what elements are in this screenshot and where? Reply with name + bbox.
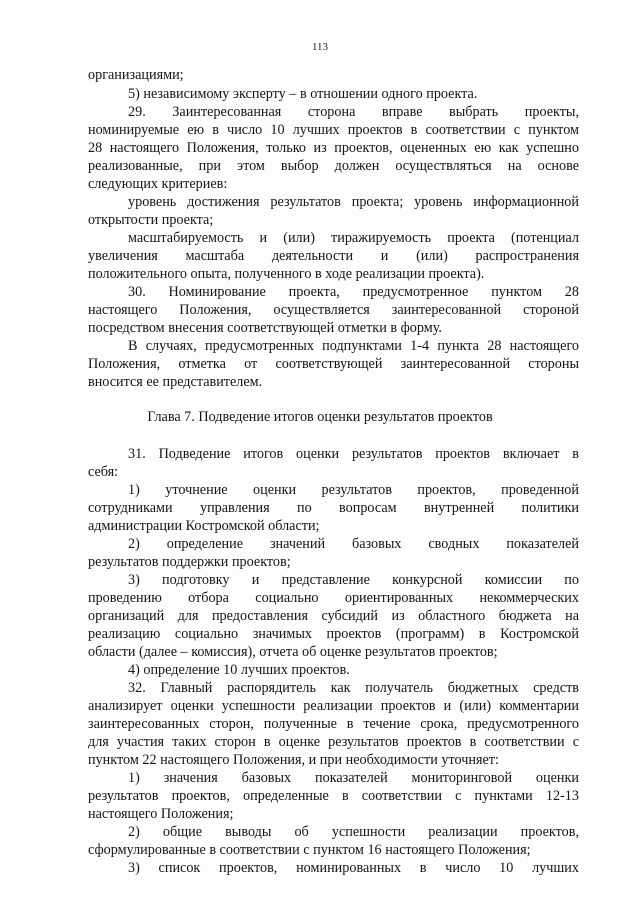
- text-line: следующих критериев:: [88, 176, 228, 192]
- text-line: реализованные, при этом выбор должен осуществляться на основе: [88, 158, 579, 174]
- text-line: увеличения масштаба деятельности и (или) распространения: [88, 248, 579, 264]
- text-line: области (далее – комиссия), отчета об оценке результатов проектов;: [88, 644, 498, 660]
- text-line: организаций для предоставления субсидий из областного бюджета на: [88, 608, 579, 624]
- text-line: заинтересованных сторон, полученные в течение срока, предусмотренного: [88, 716, 579, 732]
- text-line: 2) общие выводы об успешности реализации проектов,: [128, 824, 579, 840]
- text-line: 30. Номинирование проекта, предусмотренное пунктом 28: [128, 284, 579, 300]
- text-line: 32. Главный распорядитель как получатель бюджетных средств: [128, 680, 579, 696]
- text-line: 3) список проектов, номинированных в число 10 лучших: [128, 860, 579, 876]
- text-line: 1) уточнение оценки результатов проектов, проведенной: [128, 482, 579, 498]
- text-line: вносится ее представителем.: [88, 374, 263, 390]
- text-line: администрации Костромской области;: [88, 518, 320, 534]
- text-line: 29. Заинтересованная сторона вправе выбрать проекты,: [128, 104, 579, 120]
- text-line: уровень достижения результатов проекта; уровень информационной: [128, 194, 579, 210]
- text-line: анализирует оценки успешности реализации проектов и (или) комментарии: [88, 698, 579, 714]
- text-line: 5) независимому эксперту – в отношении одного проекта.: [128, 86, 478, 102]
- text-line: 31. Подведение итогов оценки результатов проектов включает в: [128, 446, 579, 462]
- text-line: пунктом 22 настоящего Положения, и при необходимости уточняет:: [88, 752, 499, 768]
- text-line: для участия таких сторон в оценке результатов проектов в соответствии с: [88, 734, 579, 750]
- page-number: 113: [311, 41, 329, 53]
- text-line: 3) подготовку и представление конкурсной комиссии по: [128, 572, 579, 588]
- chapter-heading: Глава 7. Подведение итогов оценки результатов проектов: [147, 409, 493, 425]
- text-line: масштабируемость и (или) тиражируемость проекта (потенциал: [128, 230, 579, 246]
- text-line: сформулированные в соответствии с пунктом 16 настоящего Положения;: [88, 842, 531, 858]
- text-line: организациями;: [88, 67, 184, 83]
- text-line: себя:: [88, 464, 119, 480]
- text-line: 28 настоящего Положения, только из проектов, оцененных ею как успешно: [88, 140, 579, 156]
- text-line: открытости проекта;: [88, 212, 214, 228]
- text-line: сотрудниками управления по вопросам внутренней политики: [88, 500, 579, 516]
- text-line: 4) определение 10 лучших проектов.: [128, 662, 350, 678]
- text-line: настоящего Положения;: [88, 806, 234, 822]
- text-line: настоящего Положения, осуществляется заинтересованной стороной: [88, 302, 579, 318]
- text-line: результатов проектов, определенные в соответствии с пунктами 12-13: [88, 788, 579, 804]
- text-line: 1) значения базовых показателей мониторинговой оценки: [128, 770, 579, 786]
- text-line: 2) определение значений базовых сводных показателей: [128, 536, 579, 552]
- text-line: номинируемые ею в число 10 лучших проектов в соответствии с пунктом: [88, 122, 579, 138]
- text-line: посредством внесения соответствующей отметки в форму.: [88, 320, 442, 336]
- text-line: реализацию социально значимых проектов (программ) в Костромской: [88, 626, 579, 642]
- text-line: проведению отбора социально ориентированных некоммерческих: [88, 590, 579, 606]
- text-line: положительного опыта, полученного в ходе реализации проекта).: [88, 266, 485, 282]
- text-line: Положения, отметка от соответствующей заинтересованной стороны: [88, 356, 579, 372]
- text-line: В случаях, предусмотренных подпунктами 1-4 пункта 28 настоящего: [128, 338, 579, 354]
- text-line: результатов поддержки проектов;: [88, 554, 291, 570]
